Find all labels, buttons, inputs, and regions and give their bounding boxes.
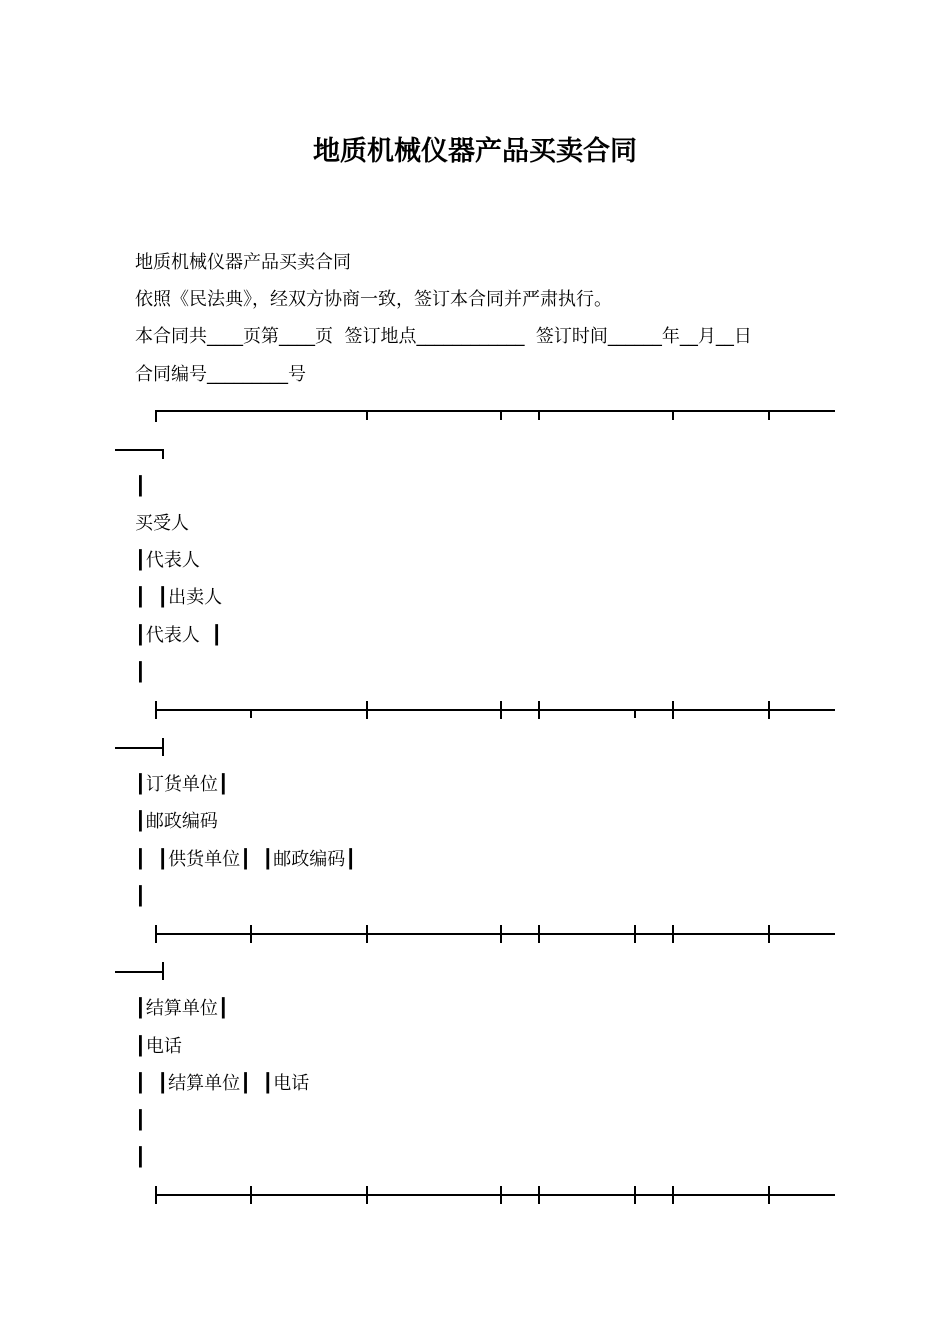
table-tick [768,1186,770,1204]
contract-number-line: 合同编号_________号 [135,364,306,385]
table-tick [500,925,502,943]
buyer-postcode-label: ┃邮政编码 [135,811,218,832]
table-tick [672,701,674,719]
table-tick [672,1186,674,1204]
document-title: 地质机械仪器产品买卖合同 [313,136,637,167]
table-tick [768,701,770,719]
table-border-vertical: ┃ [135,886,146,907]
buyer-phone-label: ┃电话 [135,1036,182,1057]
table-border-vertical: ┃ [135,1147,146,1168]
seller-settlement-label: ┃ ┃结算单位┃ ┃电话 [135,1073,310,1094]
table-tick [366,925,368,943]
legal-basis-line: 依照《民法典》，经双方协商一致，签订本合同并严肃执行。 [135,289,612,310]
table-tick [768,410,770,420]
table-tick [162,962,164,980]
table-tick [634,1186,636,1204]
table-border-middle [155,933,835,935]
table-tick [538,1186,540,1204]
contract-name-line: 地质机械仪器产品买卖合同 [135,252,351,273]
table-border-vertical: ┃ [135,662,146,683]
signing-info-line: 本合同共____页第____页 签订地点____________ 签订时间______年__月__日 [135,326,752,347]
table-tick [538,701,540,719]
table-tick [155,410,157,422]
table-tick [634,925,636,943]
table-tick [250,709,252,718]
table-tick [155,1186,157,1204]
table-border-wrap [115,449,164,451]
table-tick [366,701,368,719]
table-tick [155,925,157,943]
table-tick [366,1186,368,1204]
supplier-unit-label: ┃ ┃供货单位┃ ┃邮政编码┃ [135,849,357,870]
table-tick [250,925,252,943]
ordering-unit-label: ┃订货单位┃ [135,774,229,795]
buyer-label: 买受人 [135,513,189,534]
table-tick [672,410,674,420]
table-border-wrap [115,747,164,749]
table-border-middle [155,709,835,711]
table-tick [366,410,368,420]
table-tick [500,701,502,719]
settlement-unit-label: ┃结算单位┃ [135,998,229,1019]
table-tick [155,701,157,719]
table-tick [250,1186,252,1204]
table-tick [538,410,540,420]
seller-label: ┃ ┃出卖人 [135,587,223,608]
table-border-top [155,410,835,412]
buyer-representative-label: ┃代表人 [135,550,200,571]
table-border-vertical: ┃ [135,476,146,497]
table-tick [162,449,164,459]
table-tick [768,925,770,943]
seller-representative-label: ┃代表人 ┃ [135,625,223,646]
table-border-bottom [155,1194,835,1196]
table-tick [538,925,540,943]
table-tick [634,709,636,718]
table-tick [162,738,164,756]
table-border-vertical: ┃ [135,1110,146,1131]
table-border-wrap [115,971,164,973]
table-tick [672,925,674,943]
table-tick [500,1186,502,1204]
table-tick [500,410,502,420]
